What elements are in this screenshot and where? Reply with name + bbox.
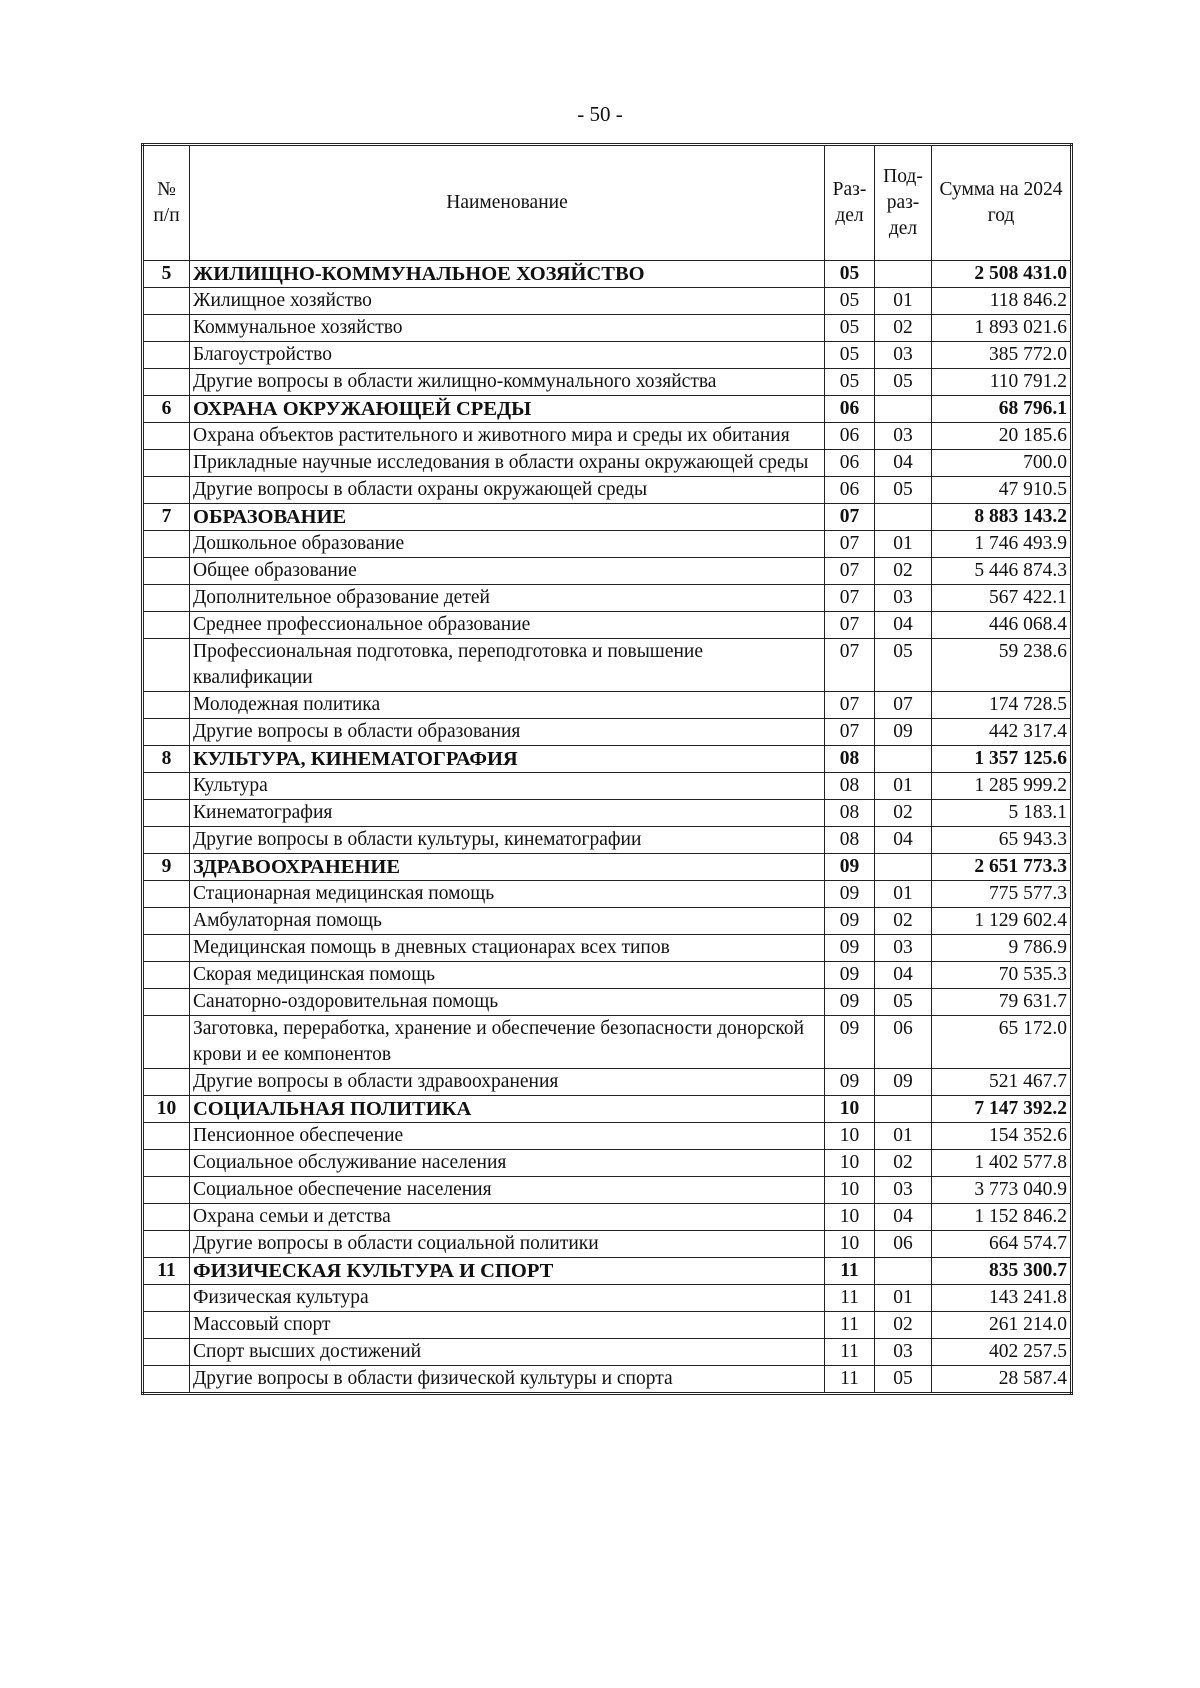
row-sum: 65 172.0 [932,1016,1072,1069]
row-name: СОЦИАЛЬНАЯ ПОЛИТИКА [190,1096,825,1123]
row-name: Охрана объектов растительного и животного мира и среды их обитания [190,423,825,450]
row-num [143,881,190,908]
row-sum: 521 467.7 [932,1069,1072,1096]
row-sum: 118 846.2 [932,288,1072,315]
row-podrazdel [875,396,932,423]
row-sum: 68 796.1 [932,396,1072,423]
section-row [143,504,1072,531]
row-razdel: 07 [825,558,875,585]
row-num: 9 [143,854,190,881]
row-sum: 1 285 999.2 [932,773,1072,800]
table-row [143,612,1072,639]
row-podrazdel: 06 [875,1231,932,1258]
budget-table [141,143,1073,1395]
row-razdel: 10 [825,1177,875,1204]
table-row [143,423,1072,450]
row-name: ФИЗИЧЕСКАЯ КУЛЬТУРА И СПОРТ [190,1258,825,1285]
row-podrazdel: 02 [875,1150,932,1177]
row-name: Профессиональная подготовка, переподготовка и повышение квалификации [190,639,825,692]
table-row [143,1177,1072,1204]
row-num [143,1339,190,1366]
row-sum: 1 129 602.4 [932,908,1072,935]
row-num [143,423,190,450]
table-row [143,1231,1072,1258]
row-podrazdel: 02 [875,1312,932,1339]
row-num [143,639,190,692]
row-sum: 261 214.0 [932,1312,1072,1339]
table-row [143,773,1072,800]
row-sum: 7 147 392.2 [932,1096,1072,1123]
row-num [143,1016,190,1069]
row-podrazdel: 03 [875,585,932,612]
row-podrazdel: 01 [875,288,932,315]
row-podrazdel: 02 [875,908,932,935]
row-razdel: 06 [825,477,875,504]
table-row [143,1312,1072,1339]
row-razdel: 09 [825,935,875,962]
row-razdel: 11 [825,1312,875,1339]
row-sum: 79 631.7 [932,989,1072,1016]
row-razdel: 08 [825,746,875,773]
row-sum: 835 300.7 [932,1258,1072,1285]
row-num: 7 [143,504,190,531]
row-name: Другие вопросы в области здравоохранения [190,1069,825,1096]
row-name: ОБРАЗОВАНИЕ [190,504,825,531]
table-row [143,962,1072,989]
row-podrazdel: 02 [875,800,932,827]
row-razdel: 09 [825,1016,875,1069]
row-razdel: 07 [825,585,875,612]
row-razdel: 11 [825,1258,875,1285]
row-name: Среднее профессиональное образование [190,612,825,639]
row-podrazdel: 09 [875,1069,932,1096]
row-name: Прикладные научные исследования в области охраны окружающей среды [190,450,825,477]
table-row [143,1123,1072,1150]
table-row [143,1069,1072,1096]
row-podrazdel: 04 [875,962,932,989]
row-podrazdel: 05 [875,477,932,504]
table-row [143,369,1072,396]
row-razdel: 10 [825,1204,875,1231]
row-num [143,1069,190,1096]
row-num [143,585,190,612]
row-razdel: 06 [825,423,875,450]
row-razdel: 10 [825,1096,875,1123]
row-name: Другие вопросы в области культуры, кинематографии [190,827,825,854]
table-row [143,558,1072,585]
row-podrazdel: 07 [875,692,932,719]
row-sum: 110 791.2 [932,369,1072,396]
row-podrazdel: 03 [875,423,932,450]
row-name: Заготовка, переработка, хранение и обеспечение безопасности донорской крови и ее компонентов [190,1016,825,1069]
page-number: - 50 - [577,102,623,126]
row-name: Социальное обеспечение населения [190,1177,825,1204]
row-podrazdel: 05 [875,1366,932,1394]
row-sum: 28 587.4 [932,1366,1072,1394]
section-row [143,746,1072,773]
row-razdel: 08 [825,800,875,827]
row-razdel: 09 [825,908,875,935]
row-razdel: 05 [825,261,875,288]
row-name: Охрана семьи и детства [190,1204,825,1231]
row-razdel: 09 [825,854,875,881]
row-num [143,1177,190,1204]
row-name: Жилищное хозяйство [190,288,825,315]
row-num [143,908,190,935]
row-razdel: 07 [825,719,875,746]
row-razdel: 05 [825,369,875,396]
row-name: Спорт высших достижений [190,1339,825,1366]
row-razdel: 06 [825,450,875,477]
table-row [143,827,1072,854]
row-podrazdel: 04 [875,827,932,854]
row-name: Другие вопросы в области социальной политики [190,1231,825,1258]
row-sum: 567 422.1 [932,585,1072,612]
row-sum: 1 893 021.6 [932,315,1072,342]
row-num [143,558,190,585]
table-row [143,800,1072,827]
row-sum: 1 152 846.2 [932,1204,1072,1231]
row-sum: 700.0 [932,450,1072,477]
row-sum: 446 068.4 [932,612,1072,639]
row-name: КУЛЬТУРА, КИНЕМАТОГРАФИЯ [190,746,825,773]
row-name: Дошкольное образование [190,531,825,558]
row-razdel: 06 [825,396,875,423]
row-razdel: 05 [825,315,875,342]
row-num [143,1231,190,1258]
row-num [143,1312,190,1339]
row-podrazdel [875,1258,932,1285]
header-sum: Сумма на 2024 год [932,145,1072,261]
row-sum: 1 357 125.6 [932,746,1072,773]
row-name: Другие вопросы в области охраны окружающей среды [190,477,825,504]
table-row [143,908,1072,935]
row-podrazdel: 01 [875,773,932,800]
table-body [143,261,1072,1394]
section-row [143,396,1072,423]
row-razdel: 11 [825,1339,875,1366]
row-razdel: 09 [825,962,875,989]
row-podrazdel: 05 [875,369,932,396]
row-name: Социальное обслуживание населения [190,1150,825,1177]
row-podrazdel: 01 [875,531,932,558]
table-header [143,145,1072,261]
row-num: 8 [143,746,190,773]
row-razdel: 07 [825,692,875,719]
row-num [143,450,190,477]
row-sum: 1 402 577.8 [932,1150,1072,1177]
table-row [143,639,1072,692]
row-podrazdel: 03 [875,342,932,369]
row-podrazdel: 01 [875,1123,932,1150]
row-name: Дополнительное образование детей [190,585,825,612]
row-podrazdel [875,504,932,531]
row-podrazdel: 03 [875,1177,932,1204]
row-sum: 59 238.6 [932,639,1072,692]
row-podrazdel [875,1096,932,1123]
table-row [143,342,1072,369]
row-name: Другие вопросы в области образования [190,719,825,746]
row-name: Санаторно-оздоровительная помощь [190,989,825,1016]
row-podrazdel [875,854,932,881]
row-num [143,1123,190,1150]
row-razdel: 07 [825,531,875,558]
row-razdel: 08 [825,827,875,854]
row-num: 5 [143,261,190,288]
row-name: Скорая медицинская помощь [190,962,825,989]
row-num [143,612,190,639]
row-sum: 9 786.9 [932,935,1072,962]
row-podrazdel: 05 [875,639,932,692]
row-num: 6 [143,396,190,423]
row-num [143,315,190,342]
row-name: Молодежная политика [190,692,825,719]
row-sum: 5 183.1 [932,800,1072,827]
row-num [143,827,190,854]
row-name: Медицинская помощь в дневных стационарах всех типов [190,935,825,962]
row-sum: 47 910.5 [932,477,1072,504]
section-row [143,1258,1072,1285]
row-num [143,692,190,719]
row-name: Другие вопросы в области жилищно-коммунального хозяйства [190,369,825,396]
row-num [143,342,190,369]
row-name: Физическая культура [190,1285,825,1312]
row-num [143,773,190,800]
table-row [143,288,1072,315]
row-num [143,800,190,827]
row-podrazdel [875,261,932,288]
row-sum: 174 728.5 [932,692,1072,719]
row-num [143,962,190,989]
table-row [143,585,1072,612]
row-razdel: 07 [825,612,875,639]
row-name: Другие вопросы в области физической культуры и спорта [190,1366,825,1394]
table-row [143,450,1072,477]
row-sum: 775 577.3 [932,881,1072,908]
row-sum: 1 746 493.9 [932,531,1072,558]
row-num [143,719,190,746]
row-razdel: 09 [825,1069,875,1096]
row-num [143,1285,190,1312]
table-row [143,531,1072,558]
table-row [143,1339,1072,1366]
section-row [143,854,1072,881]
row-razdel: 10 [825,1123,875,1150]
row-sum: 664 574.7 [932,1231,1072,1258]
row-num [143,531,190,558]
row-razdel: 10 [825,1231,875,1258]
row-name: Пенсионное обеспечение [190,1123,825,1150]
header-name: Наименование [190,145,825,261]
row-podrazdel: 04 [875,612,932,639]
row-sum: 402 257.5 [932,1339,1072,1366]
row-razdel: 11 [825,1366,875,1394]
row-podrazdel: 02 [875,558,932,585]
row-num: 10 [143,1096,190,1123]
header-num: № п/п [143,145,190,261]
row-podrazdel: 01 [875,1285,932,1312]
row-sum: 2 508 431.0 [932,261,1072,288]
row-razdel: 07 [825,504,875,531]
section-row [143,1096,1072,1123]
table-row [143,1366,1072,1394]
row-num [143,477,190,504]
row-razdel: 05 [825,342,875,369]
row-num [143,369,190,396]
row-razdel: 09 [825,989,875,1016]
table-row [143,315,1072,342]
row-sum: 154 352.6 [932,1123,1072,1150]
row-podrazdel: 09 [875,719,932,746]
row-razdel: 07 [825,639,875,692]
row-razdel: 09 [825,881,875,908]
row-name: Благоустройство [190,342,825,369]
table-row [143,881,1072,908]
table-row [143,1016,1072,1069]
row-name: Коммунальное хозяйство [190,315,825,342]
table-row [143,1150,1072,1177]
row-podrazdel: 03 [875,1339,932,1366]
table-row [143,692,1072,719]
row-podrazdel: 02 [875,315,932,342]
row-podrazdel: 01 [875,881,932,908]
row-sum: 442 317.4 [932,719,1072,746]
table-row [143,1285,1072,1312]
row-name: Амбулаторная помощь [190,908,825,935]
header-podrazdel: Под-раз-дел [875,145,932,261]
row-num [143,989,190,1016]
row-num [143,935,190,962]
row-num [143,288,190,315]
row-name: ОХРАНА ОКРУЖАЮЩЕЙ СРЕДЫ [190,396,825,423]
row-name: Массовый спорт [190,1312,825,1339]
row-razdel: 05 [825,288,875,315]
row-sum: 5 446 874.3 [932,558,1072,585]
table-row [143,989,1072,1016]
row-sum: 20 185.6 [932,423,1072,450]
row-podrazdel: 03 [875,935,932,962]
row-sum: 65 943.3 [932,827,1072,854]
table-row [143,477,1072,504]
row-name: Культура [190,773,825,800]
row-num [143,1366,190,1394]
row-podrazdel: 05 [875,989,932,1016]
row-name: Кинематография [190,800,825,827]
table-row [143,719,1072,746]
row-num [143,1204,190,1231]
row-razdel: 11 [825,1285,875,1312]
row-num [143,1150,190,1177]
row-sum: 2 651 773.3 [932,854,1072,881]
row-name: ЗДРАВООХРАНЕНИЕ [190,854,825,881]
row-razdel: 08 [825,773,875,800]
row-num: 11 [143,1258,190,1285]
table-row [143,1204,1072,1231]
header-razdel: Раз-дел [825,145,875,261]
row-podrazdel [875,746,932,773]
row-podrazdel: 04 [875,450,932,477]
table-row [143,935,1072,962]
row-name: Стационарная медицинская помощь [190,881,825,908]
row-sum: 8 883 143.2 [932,504,1072,531]
section-row [143,261,1072,288]
row-sum: 385 772.0 [932,342,1072,369]
row-name: Общее образование [190,558,825,585]
row-podrazdel: 04 [875,1204,932,1231]
row-name: ЖИЛИЩНО-КОММУНАЛЬНОЕ ХОЗЯЙСТВО [190,261,825,288]
row-sum: 70 535.3 [932,962,1072,989]
row-razdel: 10 [825,1150,875,1177]
row-podrazdel: 06 [875,1016,932,1069]
row-sum: 143 241.8 [932,1285,1072,1312]
row-sum: 3 773 040.9 [932,1177,1072,1204]
